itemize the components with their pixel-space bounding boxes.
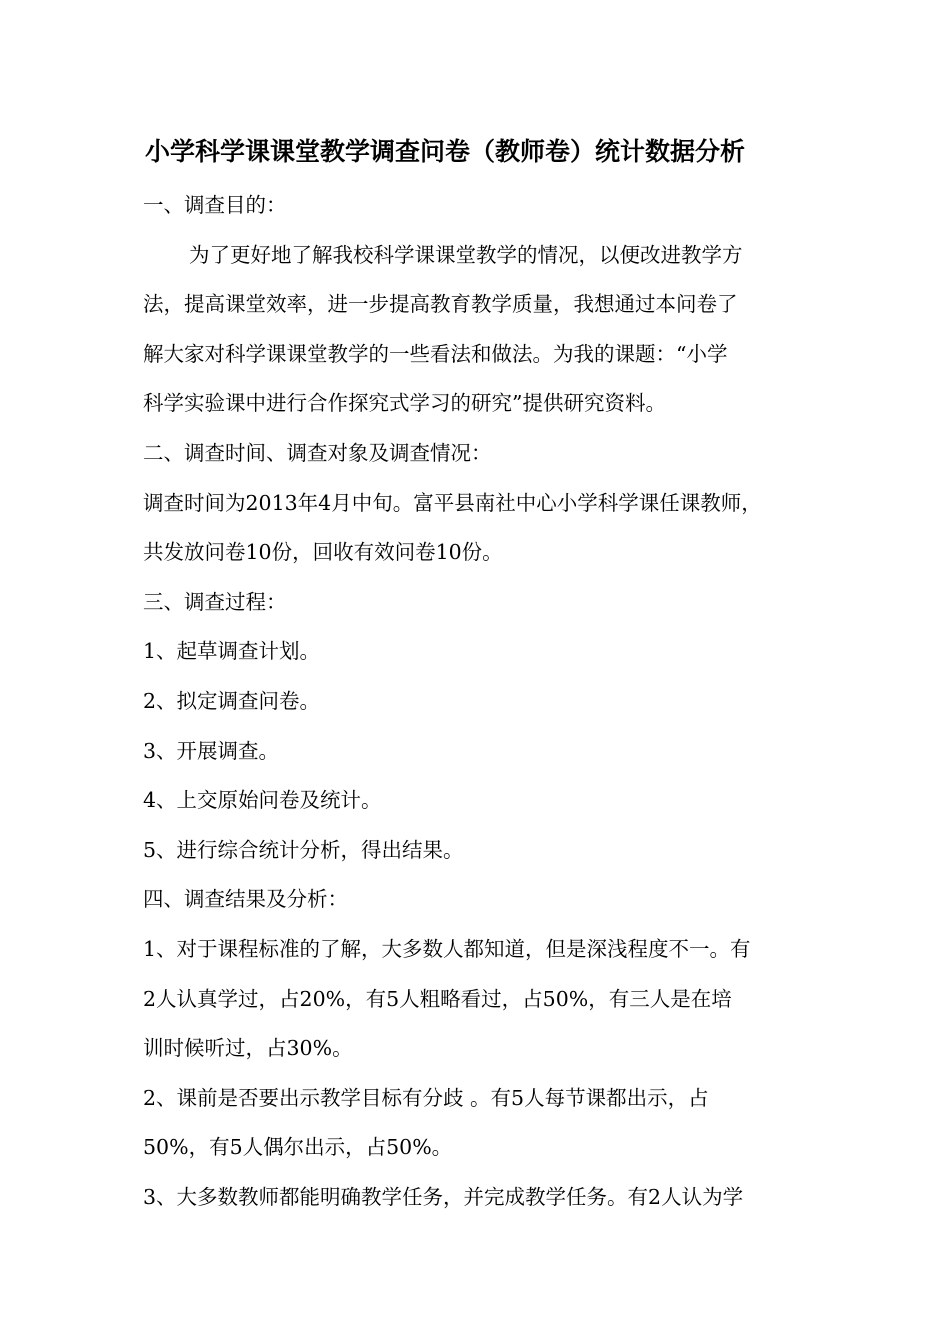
paragraph-line: 法，提高课堂效率，进一步提高教育教学质量，我想通过本问卷了 <box>143 292 738 317</box>
list-item: 4、上交原始问卷及统计。 <box>143 788 382 813</box>
list-item: 2、拟定调查问卷。 <box>143 688 321 713</box>
document-body <box>143 181 833 1222</box>
result-line: 1、对于课程标准的了解，大多数人都知道，但是深浅程度不一。有 <box>143 936 751 961</box>
section-heading-process: 三、调查过程： <box>143 589 287 614</box>
paragraph-line: 科学实验课中进行合作探究式学习的研究”提供研究资料。 <box>143 391 666 416</box>
result-line: 3、大多数教师都能明确教学任务，并完成教学任务。有2人认为学 <box>143 1184 744 1209</box>
list-item: 3、开展调查。 <box>143 738 280 763</box>
paragraph-line: 为了更好地了解我校科学课课堂教学的情况，以便改进教学方 <box>189 242 743 267</box>
result-line: 2、课前是否要出示教学目标有分歧 。有5人每节课都出示，占 <box>143 1085 709 1110</box>
document-title: 小学科学课课堂教学调查问卷（教师卷）统计数据分析 <box>145 137 746 166</box>
result-line: 2人认真学过，占20%，有5人粗略看过，占50%，有三人是在培 <box>143 986 732 1011</box>
paragraph-line: 解大家对科学课课堂教学的一些看法和做法。为我的课题：“小学 <box>143 341 728 366</box>
list-item: 1、起草调查计划。 <box>143 639 321 664</box>
result-line: 训时候听过，占30%。 <box>143 1036 353 1061</box>
list-item: 5、进行综合统计分析，得出结果。 <box>143 837 464 862</box>
section-heading-time-and-subjects: 二、调查时间、调查对象及调查情况： <box>143 440 492 465</box>
section-heading-results: 四、调查结果及分析： <box>143 887 348 912</box>
paragraph-line: 共发放问卷10份，回收有效问卷10份。 <box>143 540 503 565</box>
section-heading-purpose: 一、调查目的： <box>143 193 287 217</box>
result-line: 50%，有5人偶尔出示，占50%。 <box>143 1135 453 1160</box>
paragraph-line: 调查时间为2013年4月中旬。富平县南社中心小学科学课任课教师， <box>143 490 762 515</box>
